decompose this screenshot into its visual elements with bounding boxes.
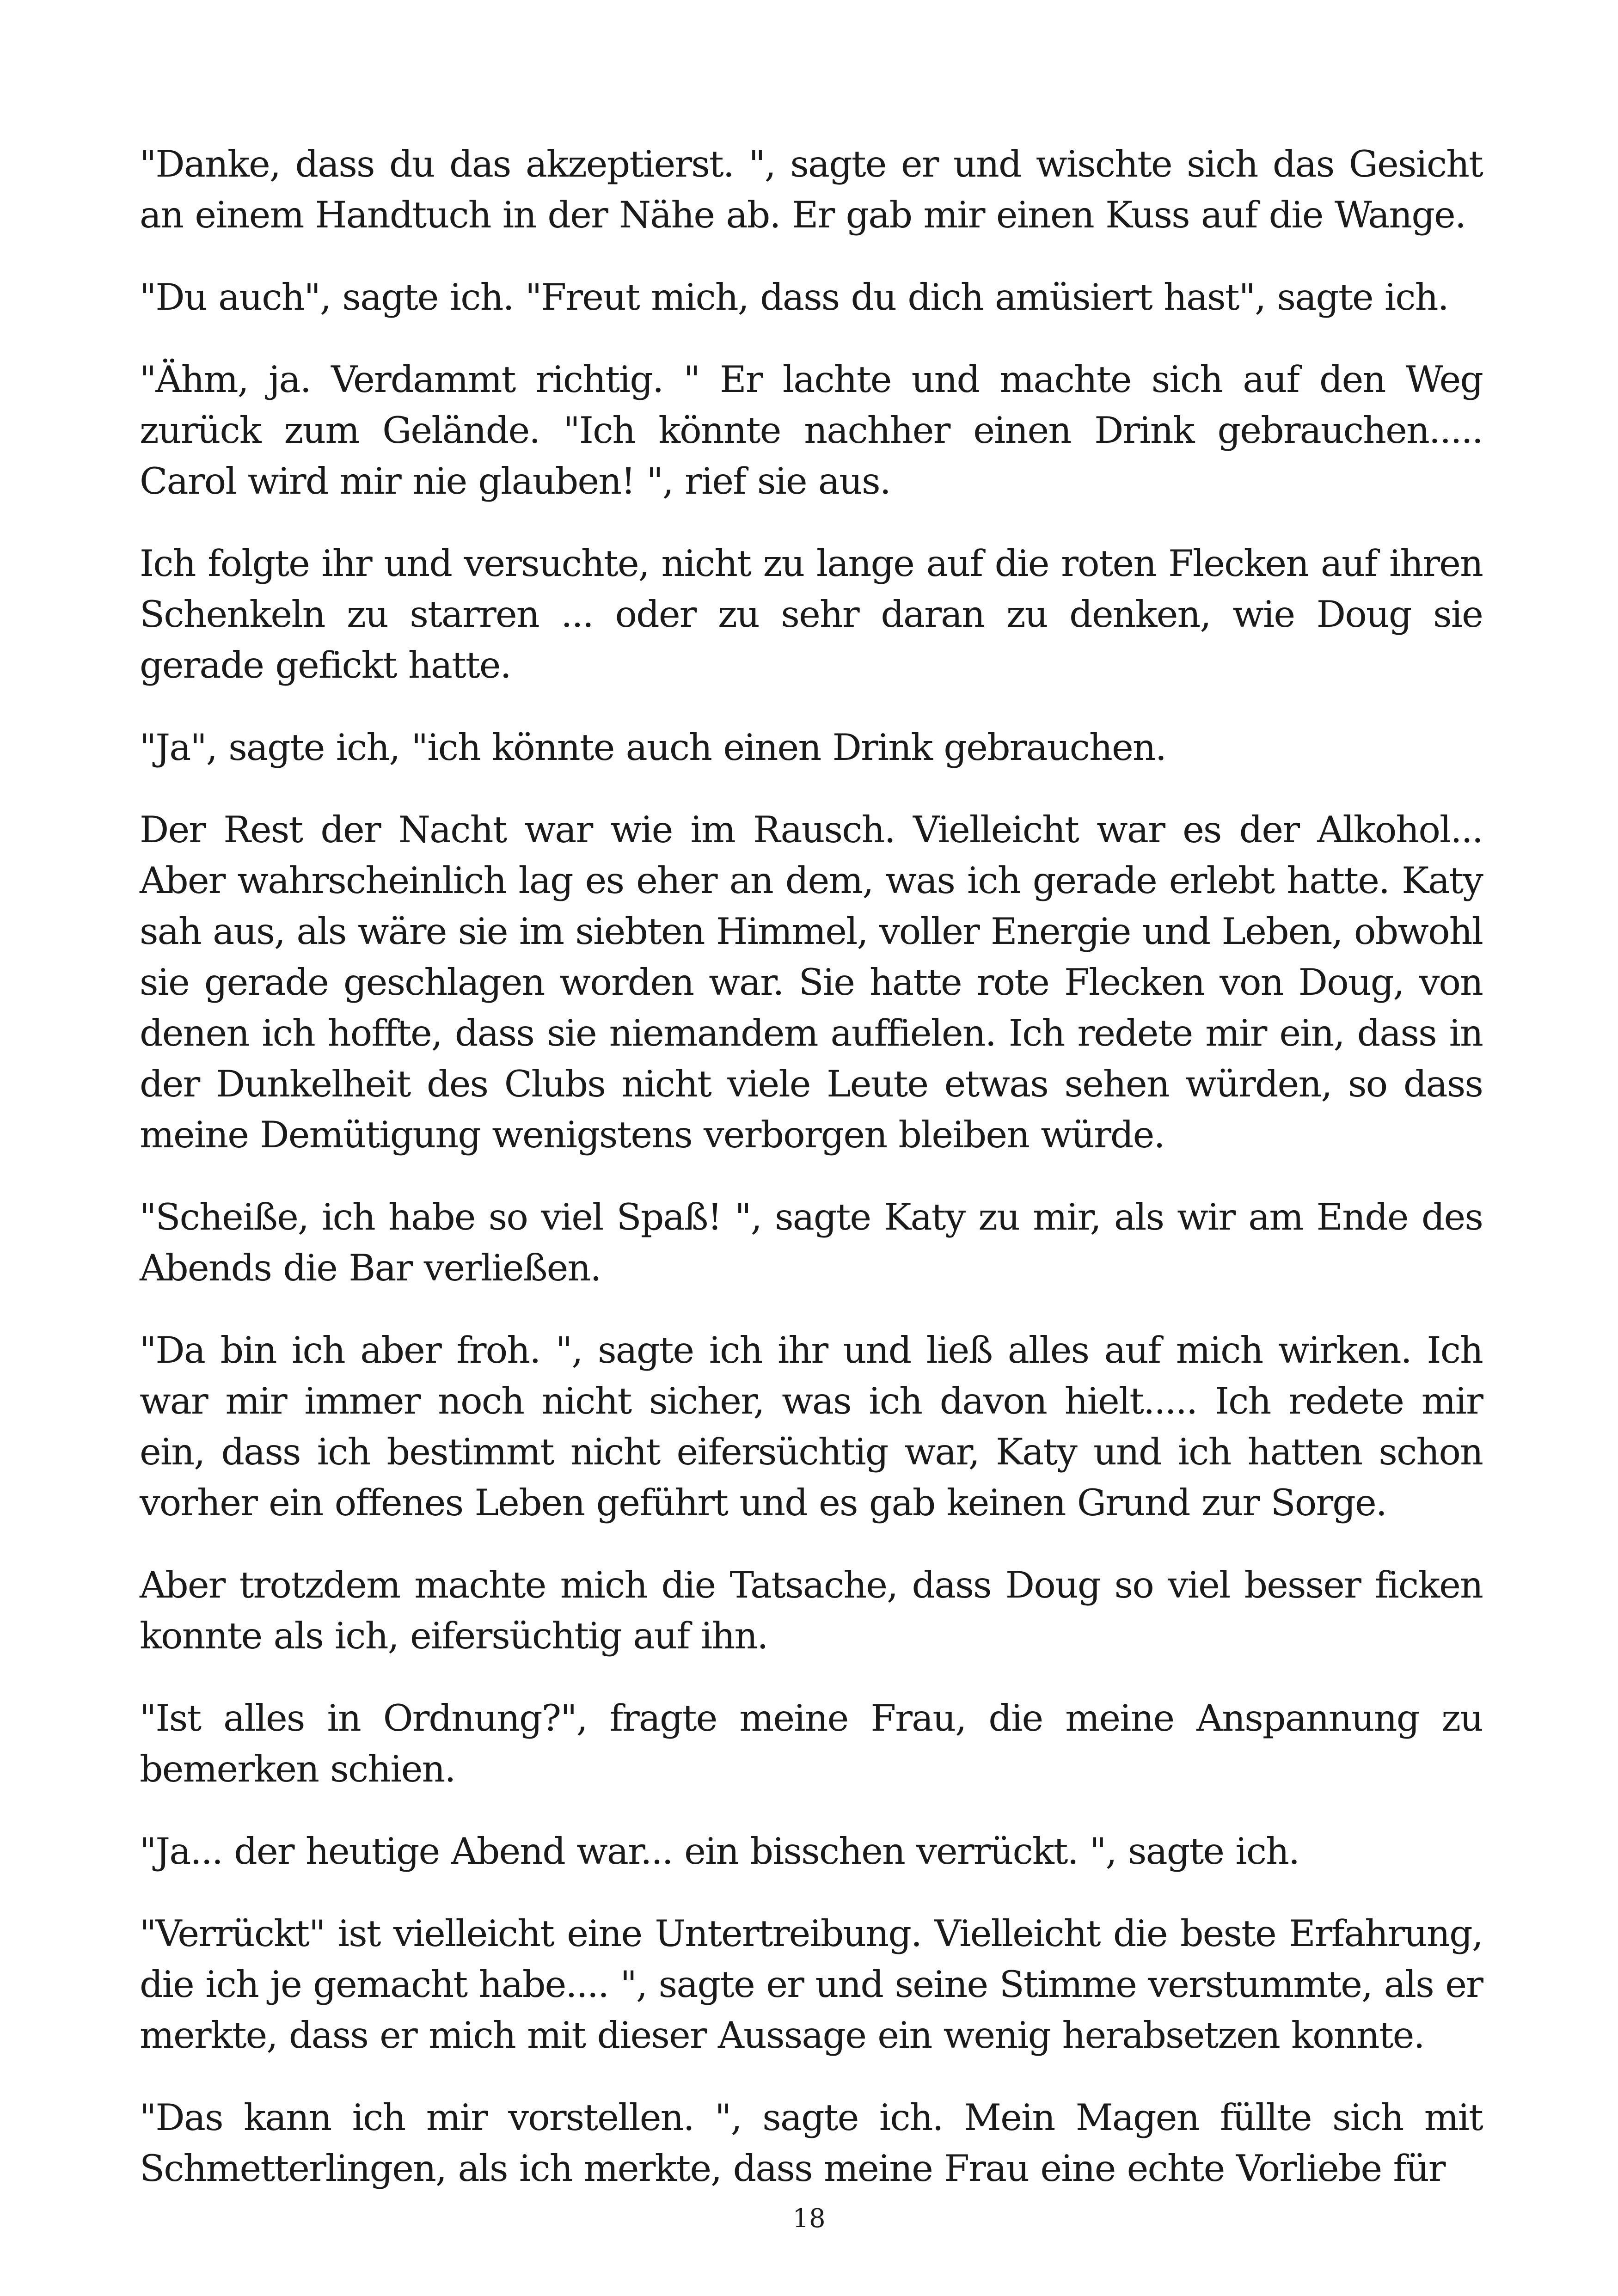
paragraph: Aber trotzdem machte mich die Tatsache, dass Doug so viel besser ficken konnte als ich, eifersüchtig auf ihn. — [140, 1564, 1483, 1657]
paragraph: "Da bin ich aber froh. ", sagte ich ihr und ließ alles auf mich wirken. Ich war mir immer noch nicht sicher, was ich davon hielt..... Ich redete mir ein, dass ich bestimmt nicht eifersüchtig war, Katy und ich hatten schon vorher ein offenes Leben geführt und es gab keinen Grund zur Sorge. — [140, 1329, 1483, 1524]
paragraph: "Das kann ich mir vorstellen. ", sagte ich. Mein Magen füllte sich mit Schmetterlingen, als ich merkte, dass meine Frau eine echte Vorliebe für — [140, 2096, 1483, 2190]
paragraph: "Scheiße, ich habe so viel Spaß! ", sagte Katy zu mir, als wir am Ende des Abends die Bar verließen. — [140, 1196, 1483, 1289]
page-body — [140, 139, 1483, 2225]
paragraph: "Verrückt" ist vielleicht eine Untertreibung. Vielleicht die beste Erfahrung, die ich je gemacht habe.... ", sagte er und seine Stimme verstummte, als er merkte, dass er mich mit dieser Aussage ein wenig herabsetzen konnte. — [140, 1912, 1483, 2057]
paragraph: "Ähm, ja. Verdammt richtig. " Er lachte und machte sich auf den Weg zurück zum Gelände. "Ich könnte nachher einen Drink gebrauchen..... Carol wird mir nie glauben! ", rief sie aus. — [140, 358, 1483, 502]
paragraph: "Du auch", sagte ich. "Freut mich, dass du dich amüsiert hast", sagte ich. — [140, 276, 1448, 318]
page-number: 18 — [792, 2204, 826, 2234]
paragraph: "Ist alles in Ordnung?", fragte meine Frau, die meine Anspannung zu bemerken schien. — [140, 1697, 1483, 1790]
paragraph: "Ja... der heutige Abend war... ein bisschen verrückt. ", sagte ich. — [140, 1830, 1299, 1873]
paragraph: "Danke, dass du das akzeptierst. ", sagte er und wischte sich das Gesicht an einem Handtuch in der Nähe ab. Er gab mir einen Kuss auf die Wange. — [140, 143, 1483, 236]
paragraph: Der Rest der Nacht war wie im Rausch. Vielleicht war es der Alkohol... Aber wahrscheinlich lag es eher an dem, was ich gerade erlebt hatte. Katy sah aus, als wäre sie im siebten Himmel, voller Energie und Leben, obwohl sie gerade geschlagen worden war. Sie hatte rote Flecken von Doug, von denen ich hoffte, dass sie niemandem auffielen. Ich redete mir ein, dass in der Dunkelheit des Clubs nicht viele Leute etwas sehen würden, so dass meine Demütigung wenigstens verborgen bleiben würde. — [140, 808, 1483, 1156]
paragraph: Ich folgte ihr und versuchte, nicht zu lange auf die roten Flecken auf ihren Schenkeln zu starren ... oder zu sehr daran zu denken, wie Doug sie gerade gefickt hatte. — [140, 542, 1483, 686]
paragraph: "Ja", sagte ich, "ich könnte auch einen Drink gebrauchen. — [140, 726, 1166, 769]
